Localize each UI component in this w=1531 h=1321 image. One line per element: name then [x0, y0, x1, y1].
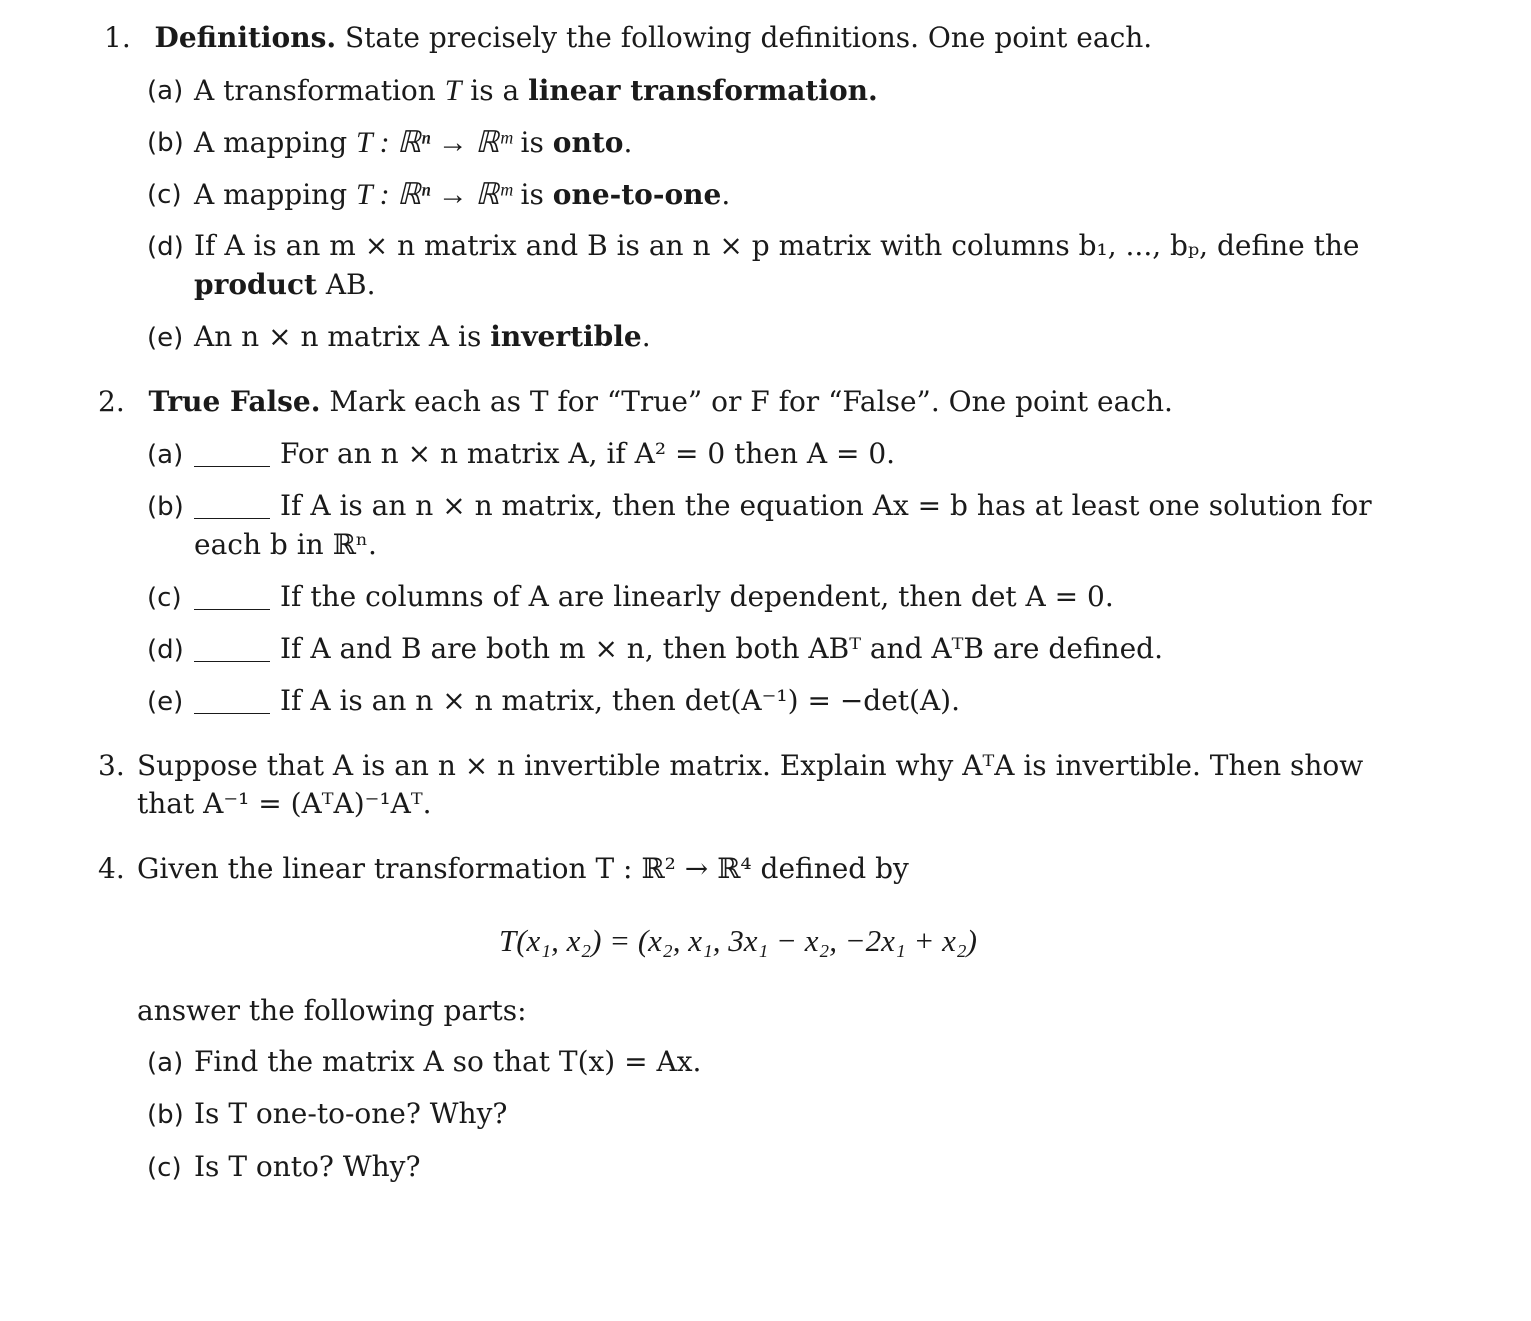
q1a-label: (a): [147, 76, 184, 106]
q4b-text: Is T one-to-one? Why?: [194, 1097, 508, 1130]
q2c-text: If the columns of A are linearly dependent, then det A = 0.: [280, 580, 1114, 613]
q1b-term: onto: [552, 126, 624, 159]
q2a-answer-blank[interactable]: [194, 466, 270, 467]
q2-heading: [98, 385, 1173, 418]
q4b-label: (b): [147, 1100, 184, 1130]
q1c-term: one-to-one: [552, 178, 722, 211]
q2b-line1: If A is an n × n matrix, then the equation Ax = b has at least one solution for: [280, 489, 1372, 522]
q1c-label: (c): [147, 180, 182, 210]
q2d-text: If A and B are both m × n, then both ABᵀ and AᵀB are defined.: [280, 632, 1163, 665]
q2e-answer-blank[interactable]: [194, 713, 270, 714]
q4-equation-wrap: [0, 925, 1531, 956]
q4c-label: (c): [147, 1153, 182, 1183]
q1d-line2: product AB.: [194, 268, 376, 301]
q1e-text: An n × n matrix A is invertible.: [194, 320, 651, 353]
q1e-label: (e): [147, 323, 184, 353]
q1c-text: A mapping T : ℝⁿ → ℝᵐ is one-to-one.: [194, 178, 731, 211]
q2d-label: (d): [147, 635, 184, 665]
q3-line2: that A⁻¹ = (AᵀA)⁻¹Aᵀ.: [137, 787, 432, 820]
q2a-text: For an n × n matrix A, if A² = 0 then A = 0.: [280, 437, 896, 470]
q1b-map: T : ℝⁿ → ℝᵐ: [356, 126, 512, 159]
q1c-map: T : ℝⁿ → ℝᵐ: [356, 178, 512, 211]
q1-title: Definitions.: [154, 21, 337, 54]
q1-number: 1.: [104, 21, 131, 54]
q1d-label: (d): [147, 232, 184, 262]
q2-title: True False.: [148, 385, 321, 418]
q2c-label: (c): [147, 583, 182, 613]
q1d-term: product: [194, 268, 317, 301]
q3-number: 3.: [98, 749, 125, 782]
q4a-text: Find the matrix A so that T(x) = Ax.: [194, 1045, 702, 1078]
q1-heading: [104, 21, 1153, 54]
q4-followup: answer the following parts:: [137, 994, 527, 1027]
q2d-answer-blank[interactable]: [194, 661, 270, 662]
q2a-label: (a): [147, 440, 184, 470]
q2e-label: (e): [147, 687, 184, 717]
q2-intro: Mark each as T for “True” or F for “False”. One point each.: [329, 385, 1173, 418]
q1a-text: A transformation T is a linear transformation.: [194, 74, 878, 107]
q1a-term: linear transformation: [528, 74, 868, 107]
q2b-answer-blank[interactable]: [194, 518, 270, 519]
q4-intro: Given the linear transformation T : ℝ² → ℝ⁴ defined by: [137, 852, 909, 885]
q1d-line1: If A is an m × n matrix and B is an n × p matrix with columns b₁, ..., bₚ, define the: [194, 229, 1360, 262]
q1b-label: (b): [147, 128, 184, 158]
q2c-answer-blank[interactable]: [194, 609, 270, 610]
q1e-term: invertible: [490, 320, 642, 353]
q2-number: 2.: [98, 385, 125, 418]
q2b-line2: each b in ℝⁿ.: [194, 528, 377, 561]
q4-number: 4.: [98, 852, 125, 885]
q4c-text: Is T onto? Why?: [194, 1150, 421, 1183]
q2e-text: If A is an n × n matrix, then det(A⁻¹) = −det(A).: [280, 684, 960, 717]
q1b-text: A mapping T : ℝⁿ → ℝᵐ is onto.: [194, 126, 633, 159]
q2b-label: (b): [147, 492, 184, 522]
q4a-label: (a): [147, 1048, 184, 1078]
q1-intro: State precisely the following definitions. One point each.: [345, 21, 1153, 54]
q4-equation: T(x₁, x₂) = (x₂, x₁, 3x₁ − x₂, −2x₁ + x₂): [498, 923, 977, 958]
q3-line1: Suppose that A is an n × n invertible matrix. Explain why AᵀA is invertible. Then show: [137, 749, 1364, 782]
